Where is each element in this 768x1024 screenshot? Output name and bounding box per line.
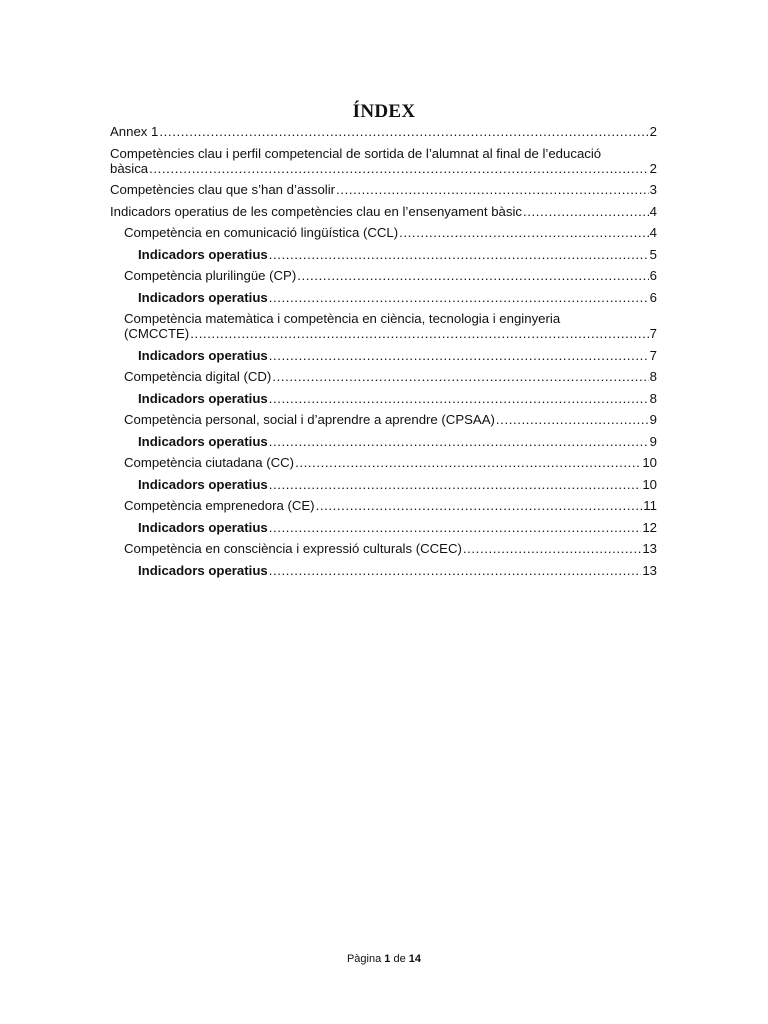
dot-leader [269,520,642,535]
toc-entry-title: Competència personal, social i d’aprendre a aprendre (CPSAA) [124,412,495,427]
toc-entry-page-number: 13 [642,541,657,556]
toc-entry[interactable] [110,204,657,219]
toc-entry-title: Indicadors operatius [138,289,268,305]
toc-entry-page-number: 2 [649,124,657,139]
toc-entry[interactable] [110,541,657,556]
toc-entry[interactable] [110,290,657,305]
dot-leader [269,247,649,262]
toc-entry[interactable] [110,146,657,176]
toc-entry-page-number: 6 [649,268,657,283]
dot-leader [295,455,641,470]
toc-entry-page-number: 13 [642,562,657,578]
toc-entry[interactable] [110,247,657,262]
toc-entry-page-number: 8 [649,369,657,384]
toc-entry-title: (CMCCTE) [124,326,190,341]
toc-entry-page-number: 8 [649,390,657,406]
footer-prefix: Pàgina [346,953,382,965]
dot-leader [269,477,642,492]
toc-entry-first-line: Competència matemàtica i competència en ciència, tecnologia i enginyeria [124,311,561,326]
dot-leader [159,124,648,139]
toc-entry-first-line: Competències clau i perfil competencial de sortida de l’alumnat al final de l’educació [110,145,602,161]
toc-entry-title: Annex 1 [110,124,159,139]
toc-entry-title: bàsica [110,160,149,176]
toc-entry[interactable] [110,268,657,283]
toc-entry[interactable] [110,348,657,363]
toc-entry[interactable] [110,311,657,341]
toc-entry-page-number: 5 [649,246,657,262]
toc-entry[interactable] [110,225,657,240]
toc-entry-page-number: 11 [643,498,657,513]
toc-entry[interactable] [110,477,657,492]
toc-entry-page-number: 6 [649,289,657,305]
dot-leader [336,182,649,197]
footer-total-pages: 14 [408,953,422,965]
dot-leader [496,412,649,427]
toc-entry-title: Competència emprenedora (CE) [124,498,315,513]
toc-entry-title: Indicadors operatius [138,519,268,535]
toc-entry[interactable] [110,498,657,513]
dot-leader [272,369,648,384]
toc-entry[interactable] [110,182,657,197]
toc-entry-page-number: 9 [649,412,657,427]
dot-leader [190,326,648,341]
dot-leader [269,348,649,363]
toc-entry[interactable] [110,434,657,449]
toc-entry[interactable] [110,369,657,384]
toc-entry[interactable] [110,412,657,427]
footer-middle: de [393,953,406,965]
toc-entry-title: Competència digital (CD) [124,369,272,384]
toc-entry-title: Competència ciutadana (CC) [124,455,295,470]
dot-leader [269,434,649,449]
toc-entry-page-number: 9 [649,433,657,449]
toc-entry-page-number: 2 [649,160,657,176]
toc-entry-title: Indicadors operatius [138,246,268,262]
toc-entry[interactable] [110,563,657,578]
page-title: ÍNDEX [352,101,416,122]
toc-entry-title: Indicadors operatius [138,433,268,449]
dot-leader [523,204,649,219]
toc-entry-title: Indicadors operatius [138,562,268,578]
dot-leader [269,563,642,578]
dot-leader [399,225,649,240]
dot-leader [297,268,648,283]
dot-leader [269,290,649,305]
toc-entry-title: Competència plurilingüe (CP) [124,268,297,283]
toc-entry-page-number: 4 [649,225,657,240]
toc-entry-title: Indicadors operatius [138,390,268,406]
footer-current-page: 1 [384,953,391,965]
dot-leader [149,161,649,176]
toc-entry[interactable] [110,455,657,470]
dot-leader [269,391,649,406]
toc-entry-title: Indicadors operatius [138,476,268,492]
toc-entry-title: Competència en consciència i expressió culturals (CCEC) [124,541,462,556]
toc-entry-title: Competències clau que s’han d’assolir [110,182,336,197]
toc-entry-page-number: 7 [649,347,657,363]
toc-entry[interactable] [110,124,657,139]
toc-entry-title: Indicadors operatius de les competències clau en l’ensenyament bàsic [110,203,522,219]
toc-entry-page-number: 3 [649,182,657,197]
page-footer [0,953,768,965]
dot-leader [316,498,643,513]
toc-entry-page-number: 10 [642,476,657,492]
toc-entry[interactable] [110,520,657,535]
table-of-contents [110,124,657,584]
toc-entry-title: Indicadors operatius [138,347,268,363]
toc-entry-page-number: 4 [649,203,657,219]
toc-entry-title: Competència en comunicació lingüística (CCL) [124,225,399,240]
toc-entry[interactable] [110,391,657,406]
toc-entry-page-number: 10 [642,455,657,470]
toc-entry-page-number: 7 [649,326,657,341]
dot-leader [463,541,641,556]
toc-entry-page-number: 12 [642,519,657,535]
